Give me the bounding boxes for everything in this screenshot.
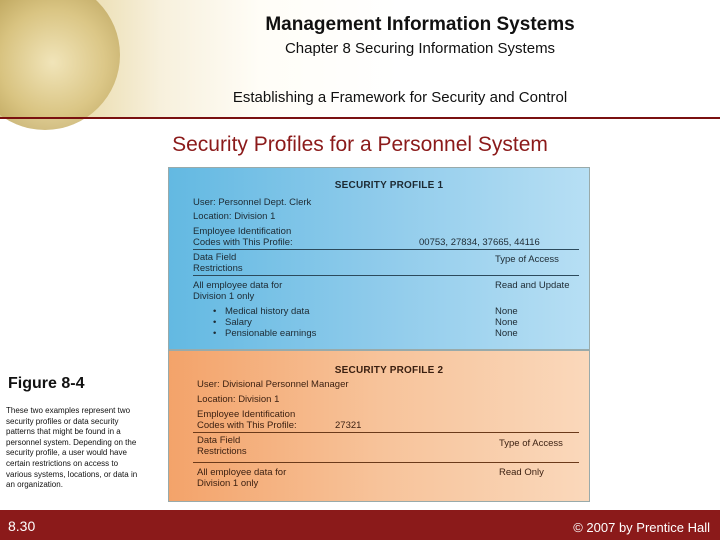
profile-1-item-bullet: • [213, 317, 217, 328]
profile-1-all-1: All employee data for [193, 280, 283, 291]
profile-2-codes: 27321 [335, 420, 362, 431]
profile-2-all-1: All employee data for [197, 467, 287, 478]
globe-decoration [0, 0, 120, 130]
profile-1-all-2: Division 1 only [193, 291, 255, 302]
profile-2-id-label-1: Employee Identification [197, 409, 296, 420]
profile-2-user: User: Divisional Personnel Manager [197, 379, 349, 390]
figure-caption: These two examples represent two security profiles or data security patterns that might be found in a personnel system. Depending on the security profile, a user would have certain restrictions on access to various systems, locations, or data in an organization. [6, 406, 138, 490]
profile-2-field-1: Data Field [197, 435, 241, 446]
copyright-notice: © 2007 by Prentice Hall [573, 520, 710, 535]
section-title: Establishing a Framework for Security and Control [232, 89, 568, 106]
profile-1-id-label-1: Employee Identification [193, 226, 292, 237]
profile-1-access-header: Type of Access [495, 254, 559, 265]
profile-1-location: Location: Division 1 [193, 211, 276, 222]
slide-header [0, 0, 720, 118]
profile-1-item-access: None [495, 306, 518, 317]
profile-2-all-2: Division 1 only [197, 478, 259, 489]
slide-footer [0, 510, 720, 540]
security-profile-1-panel [168, 167, 590, 350]
profile-1-user: User: Personnel Dept. Clerk [193, 197, 312, 208]
page-number: 8.30 [8, 518, 36, 534]
profile-2-location: Location: Division 1 [197, 394, 280, 405]
course-title: Management Information Systems [265, 14, 575, 35]
profile-2-title: SECURITY PROFILE 2 [334, 365, 444, 376]
profile-1-title: SECURITY PROFILE 1 [334, 180, 444, 191]
profile-2-divider [193, 462, 579, 463]
profile-1-item-access: None [495, 328, 518, 339]
profile-1-item-label: Pensionable earnings [225, 328, 317, 339]
profile-2-all-access: Read Only [499, 467, 544, 478]
security-profile-2-panel [168, 350, 590, 502]
profile-2-field-2: Restrictions [197, 446, 247, 457]
profile-1-divider [193, 275, 579, 276]
profile-1-item-label: Salary [225, 317, 252, 328]
header-divider [0, 117, 720, 119]
profile-2-divider [193, 432, 579, 433]
profile-1-id-label-2: Codes with This Profile: [193, 237, 293, 248]
profile-2-id-label-2: Codes with This Profile: [197, 420, 297, 431]
profile-2-access-header: Type of Access [499, 438, 563, 449]
profile-1-field-2: Restrictions [193, 263, 243, 274]
profile-1-field-1: Data Field [193, 252, 237, 263]
profile-1-item-access: None [495, 317, 518, 328]
profile-1-all-access: Read and Update [495, 280, 570, 291]
profile-1-divider [193, 249, 579, 250]
slide-heading: Security Profiles for a Personnel System [172, 133, 548, 156]
figure-label: Figure 8-4 [8, 375, 85, 392]
profile-1-item-bullet: • [213, 306, 217, 317]
profile-1-item-label: Medical history data [225, 306, 310, 317]
chapter-title: Chapter 8 Securing Information Systems [284, 40, 556, 57]
profile-1-item-bullet: • [213, 328, 217, 339]
profile-1-codes: 00753, 27834, 37665, 44116 [419, 237, 540, 248]
